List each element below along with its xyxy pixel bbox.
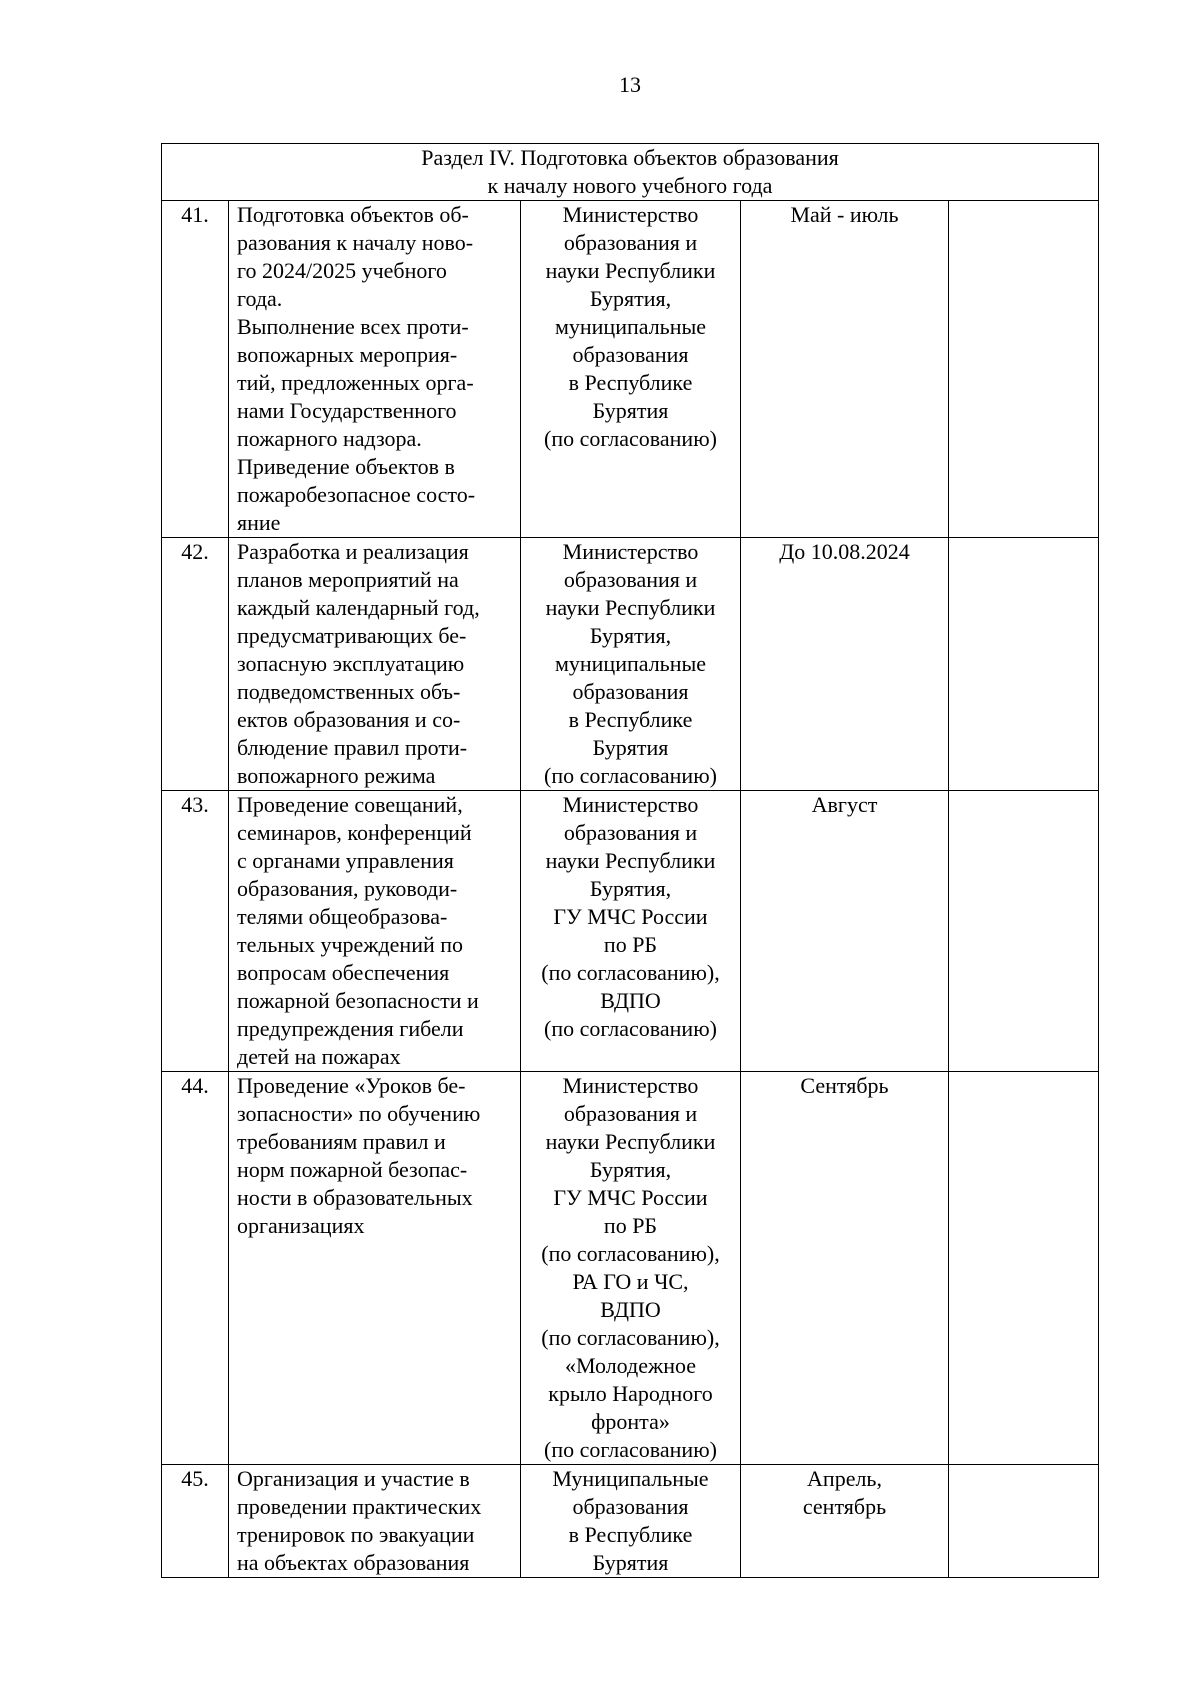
- table-row: [162, 201, 1099, 538]
- responsible-parties: [521, 201, 741, 538]
- responsible-line: фронта»: [591, 1409, 670, 1434]
- description-line: тельных учреждений по: [237, 932, 464, 957]
- responsible-line: (по согласованию),: [541, 1241, 720, 1266]
- responsible-line: Бурятия,: [589, 623, 672, 648]
- responsible-parties: [521, 1465, 741, 1578]
- responsible-line: ВДПО: [600, 988, 661, 1013]
- description-line: организациях: [237, 1213, 365, 1238]
- measure-description: [229, 201, 521, 538]
- responsible-line: ВДПО: [600, 1297, 661, 1322]
- responsible-line: Бурятия,: [589, 876, 672, 901]
- responsible-line: (по согласованию),: [541, 960, 720, 985]
- responsible-line: образования: [572, 1494, 689, 1519]
- deadline: [741, 791, 949, 1072]
- measure-description: [229, 1072, 521, 1465]
- responsible-line: Бурятия: [592, 398, 669, 423]
- responsible-line: муниципальные: [554, 651, 707, 676]
- description-line: детей на пожарах: [237, 1044, 401, 1069]
- responsible-line: Бурятия: [592, 1550, 669, 1575]
- deadline-line: Апрель,: [807, 1466, 882, 1491]
- responsible-line: науки Республики: [545, 258, 716, 283]
- deadline: [741, 1465, 949, 1578]
- responsible-line: образования и: [563, 1101, 698, 1126]
- table-row: [162, 538, 1099, 791]
- description-line: пожарного надзора.: [237, 426, 422, 451]
- table-row: [162, 1465, 1099, 1578]
- responsible-line: в Республике: [568, 707, 693, 732]
- measure-description: [229, 791, 521, 1072]
- description-line: на объектах образования: [237, 1550, 470, 1575]
- measures-table: [161, 143, 1099, 1578]
- description-line: Организация и участие в: [237, 1466, 470, 1491]
- description-line: Выполнение всех проти-: [237, 314, 469, 339]
- description-line: вопожарного режима: [237, 763, 436, 788]
- description-line: вопожарных мероприя-: [237, 342, 458, 367]
- responsible-line: (по согласованию): [544, 1437, 717, 1462]
- description-line: пожарной безопасности и: [237, 988, 479, 1013]
- responsible-line: (по согласованию): [544, 763, 717, 788]
- description-line: подведомственных объ-: [237, 679, 461, 704]
- description-line: тренировок по эвакуации: [237, 1522, 475, 1547]
- section-title-line: Раздел IV. Подготовка объектов образования: [421, 145, 839, 170]
- note-cell: [949, 791, 1099, 1072]
- row-number: 41.: [162, 201, 229, 538]
- responsible-line: крыло Народного: [548, 1381, 713, 1406]
- responsible-line: науки Республики: [545, 1129, 716, 1154]
- responsible-line: образования: [572, 342, 689, 367]
- description-line: ектов образования и со-: [237, 707, 461, 732]
- measure-description: [229, 1465, 521, 1578]
- note-cell: [949, 538, 1099, 791]
- section-title: [162, 144, 1099, 201]
- responsible-line: Бурятия: [592, 735, 669, 760]
- responsible-line: в Республике: [568, 1522, 693, 1547]
- responsible-line: в Республике: [568, 370, 693, 395]
- responsible-parties: [521, 1072, 741, 1465]
- responsible-line: Бурятия,: [589, 286, 672, 311]
- description-line: Разработка и реализация: [237, 539, 469, 564]
- description-line: яние: [237, 510, 281, 535]
- description-line: зопасности» по обучению: [237, 1101, 481, 1126]
- description-line: Приведение объектов в: [237, 454, 455, 479]
- deadline-line: сентябрь: [802, 1494, 887, 1519]
- responsible-line: Министерство: [562, 539, 699, 564]
- description-line: проведении практических: [237, 1494, 482, 1519]
- responsible-line: образования и: [563, 230, 698, 255]
- description-line: Проведение совещаний,: [237, 792, 463, 817]
- responsible-line: (по согласованию): [544, 426, 717, 451]
- description-line: пожаробезопасное состо-: [237, 482, 476, 507]
- responsible-line: «Молодежное: [564, 1353, 697, 1378]
- responsible-line: ГУ МЧС России: [553, 1185, 708, 1210]
- responsible-line: образования и: [563, 820, 698, 845]
- responsible-parties: [521, 791, 741, 1072]
- responsible-parties: [521, 538, 741, 791]
- description-line: блюдение правил проти-: [237, 735, 468, 760]
- responsible-line: (по согласованию): [544, 1016, 717, 1041]
- deadline-line: Август: [811, 792, 878, 817]
- description-line: вопросам обеспечения: [237, 960, 450, 985]
- responsible-line: науки Республики: [545, 595, 716, 620]
- responsible-line: Министерство: [562, 202, 699, 227]
- row-number: 45.: [162, 1465, 229, 1578]
- responsible-line: РА ГО и ЧС,: [572, 1269, 689, 1294]
- description-line: планов мероприятий на: [237, 567, 459, 592]
- row-number: 42.: [162, 538, 229, 791]
- description-line: тий, предложенных орга-: [237, 370, 474, 395]
- deadline: [741, 201, 949, 538]
- section-header-row: [162, 144, 1099, 201]
- page-number: 13: [619, 72, 641, 97]
- responsible-line: муниципальные: [554, 314, 707, 339]
- responsible-line: Бурятия,: [589, 1157, 672, 1182]
- deadline-line: До 10.08.2024: [779, 539, 910, 564]
- description-line: года.: [237, 286, 283, 311]
- description-line: Подготовка объектов об-: [237, 202, 469, 227]
- responsible-line: Министерство: [562, 1073, 699, 1098]
- responsible-line: науки Республики: [545, 848, 716, 873]
- section-title-line: к началу нового учебного года: [487, 173, 773, 198]
- description-line: го 2024/2025 учебного: [237, 258, 447, 283]
- description-line: с органами управления: [237, 848, 454, 873]
- deadline: [741, 1072, 949, 1465]
- responsible-line: образования: [572, 679, 689, 704]
- description-line: требованиям правил и: [237, 1129, 446, 1154]
- description-line: образования, руководи-: [237, 876, 458, 901]
- deadline-line: Май - июль: [790, 202, 899, 227]
- responsible-line: по РБ: [603, 1213, 658, 1238]
- description-line: предусматривающих бе-: [237, 623, 467, 648]
- description-line: разования к началу ново-: [237, 230, 474, 255]
- responsible-line: Министерство: [562, 792, 699, 817]
- description-line: Проведение «Уроков бе-: [237, 1073, 466, 1098]
- responsible-line: ГУ МЧС России: [553, 904, 708, 929]
- table-row: [162, 1072, 1099, 1465]
- note-cell: [949, 201, 1099, 538]
- responsible-line: по РБ: [603, 932, 658, 957]
- description-line: нами Государственного: [237, 398, 457, 423]
- deadline: [741, 538, 949, 791]
- description-line: семинаров, конференций: [237, 820, 472, 845]
- note-cell: [949, 1465, 1099, 1578]
- description-line: предупреждения гибели: [237, 1016, 464, 1041]
- table-row: [162, 791, 1099, 1072]
- row-number: 44.: [162, 1072, 229, 1465]
- description-line: каждый календарный год,: [237, 595, 480, 620]
- deadline-line: Сентябрь: [800, 1073, 889, 1098]
- description-line: телями общеобразова-: [237, 904, 448, 929]
- responsible-line: Муниципальные: [552, 1466, 709, 1491]
- row-number: 43.: [162, 791, 229, 1072]
- description-line: ности в образовательных: [237, 1185, 473, 1210]
- description-line: норм пожарной безопас-: [237, 1157, 468, 1182]
- measure-description: [229, 538, 521, 791]
- responsible-line: (по согласованию),: [541, 1325, 720, 1350]
- note-cell: [949, 1072, 1099, 1465]
- responsible-line: образования и: [563, 567, 698, 592]
- description-line: зопасную эксплуатацию: [237, 651, 465, 676]
